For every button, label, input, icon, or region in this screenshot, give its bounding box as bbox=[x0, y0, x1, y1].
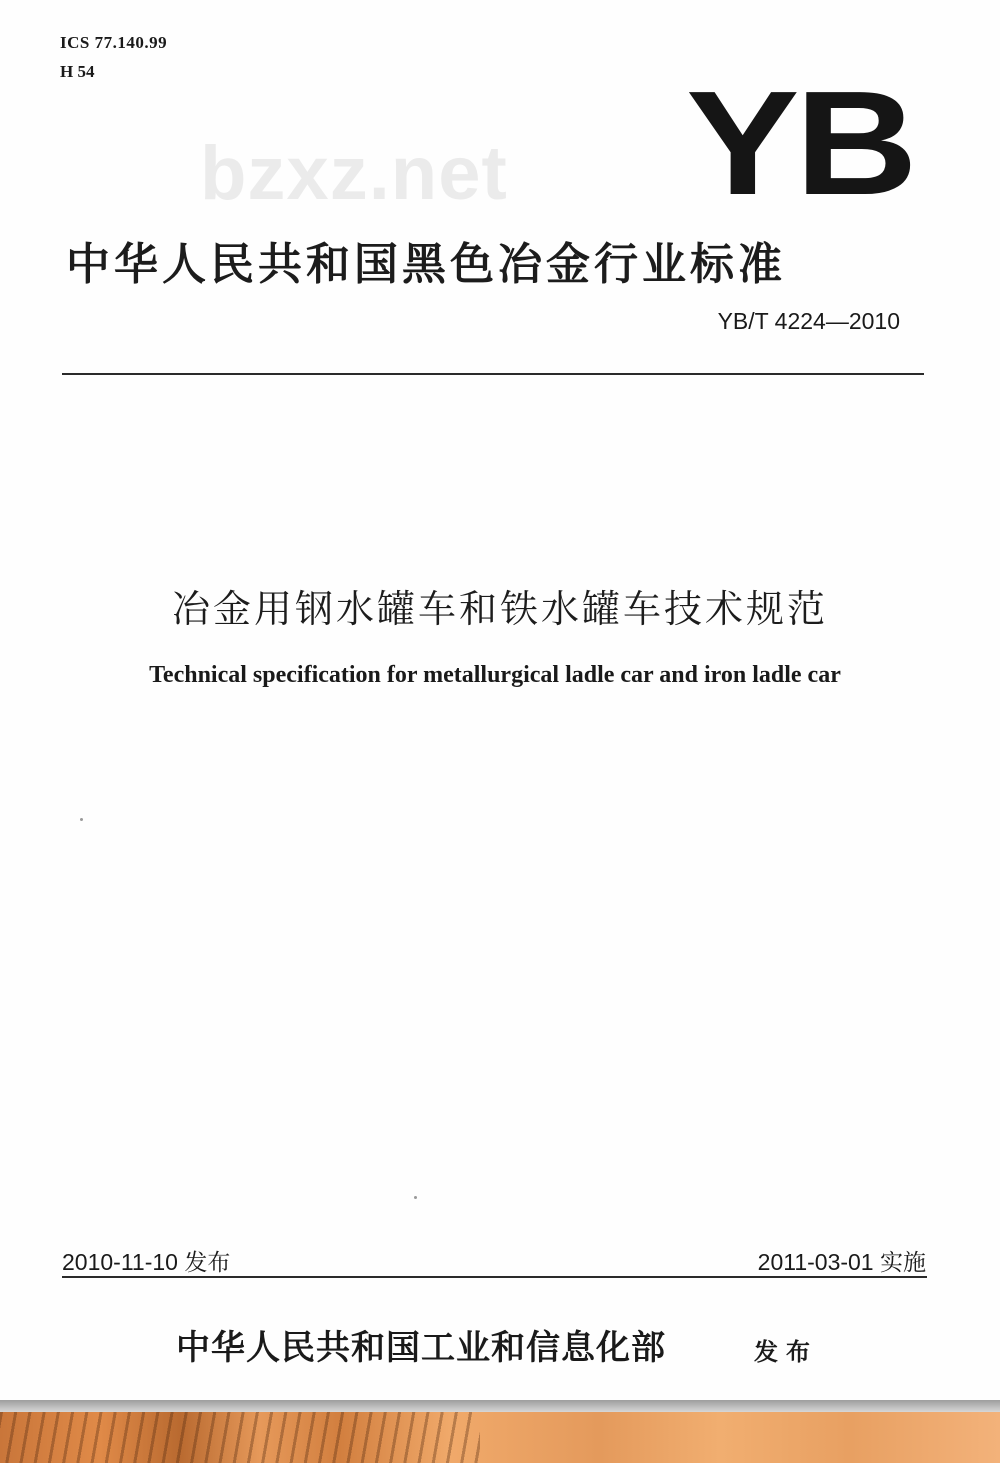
scan-speck bbox=[80, 818, 83, 821]
standard-number: YB/T 4224—2010 bbox=[717, 308, 900, 334]
yb-logo: YB bbox=[686, 61, 914, 226]
scan-speck bbox=[414, 1196, 417, 1199]
organization-title: 中华人民共和国黑色冶金行业标准 bbox=[66, 239, 786, 290]
issue-date: 2010-11-10 发布 bbox=[62, 1249, 231, 1275]
chinese-title: 冶金用钢水罐车和铁水罐车技术规范 bbox=[171, 587, 828, 631]
classification-code: H 54 bbox=[60, 62, 95, 81]
watermark: bzxz.net bbox=[200, 131, 508, 216]
background-photo-strip bbox=[0, 1412, 1000, 1463]
top-divider bbox=[62, 373, 924, 375]
publisher-name: 中华人民共和国工业和信息化部 bbox=[176, 1328, 666, 1368]
page-edge-shadow bbox=[0, 1400, 1000, 1412]
bottom-divider bbox=[62, 1276, 927, 1278]
implementation-date: 2011-03-01 实施 bbox=[757, 1249, 926, 1275]
english-title: Technical specification for metallurgical ladle car and iron ladle car bbox=[149, 662, 841, 688]
ics-code: ICS 77.140.99 bbox=[60, 33, 168, 52]
publish-label: 发布 bbox=[754, 1337, 818, 1366]
